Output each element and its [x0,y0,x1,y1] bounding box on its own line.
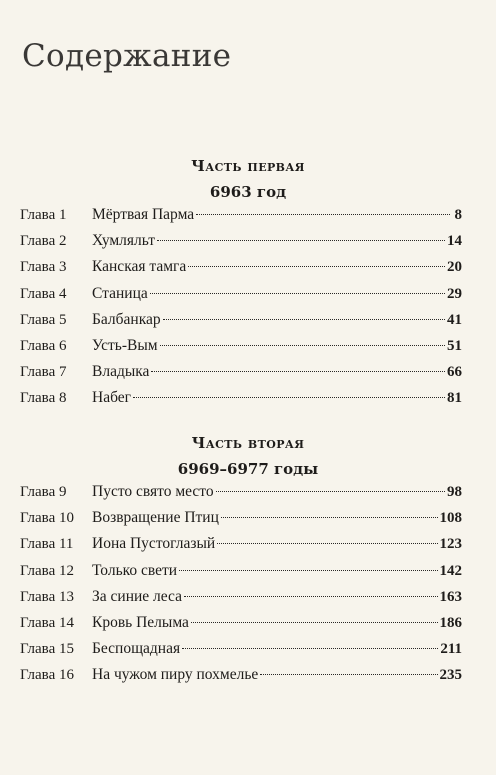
page-number: 8 [454,207,462,223]
page-number: 123 [439,536,462,553]
chapter-title: Иона Пустоглазый [92,535,216,553]
part-heading-1 [0,157,496,201]
page-number: 186 [439,614,462,631]
chapter-label: Глава 2 [20,233,67,250]
chapter-label: Глава 4 [20,285,67,302]
dot-leader [191,622,438,623]
chapter-label: Глава 12 [20,562,74,579]
chapter-title: Балбанкар [92,310,161,328]
toc-entry[interactable] [20,479,462,505]
chapter-label: Глава 5 [20,311,67,328]
page-number: 98 [447,484,462,500]
chapter-title: Мёртвая Парма [92,206,195,223]
dot-leader [133,397,445,398]
page-number: 235 [439,667,462,684]
toc-entry[interactable] [20,359,462,385]
part-heading-2 [0,434,496,478]
toc-entry[interactable] [20,610,462,636]
chapter-label: Глава 9 [20,484,67,500]
dot-leader [163,319,445,320]
page-number: 108 [439,510,462,527]
chapter-label: Глава 8 [20,390,67,407]
toc-entry[interactable] [20,558,462,584]
toc-entry[interactable] [20,333,462,359]
chapter-title: Возвращение Птиц [92,509,219,527]
chapter-title: Владыка [92,363,150,381]
chapter-label: Глава 11 [20,536,74,553]
toc-entry[interactable] [20,531,462,557]
chapter-title: Хумляльт [92,232,156,250]
toc-entry[interactable] [20,385,462,411]
dot-leader [216,491,445,492]
chapter-label: Глава 1 [20,207,67,223]
toc-entry[interactable] [20,254,462,280]
chapter-label: Глава 10 [20,510,74,527]
toc-list-part-2 [20,479,462,689]
chapter-label: Глава 16 [20,667,74,684]
chapter-label: Глава 15 [20,641,74,658]
part-years: 6963 год [209,183,287,201]
toc-entry[interactable] [20,662,462,688]
toc-entry[interactable] [20,202,462,228]
page-number: 163 [439,588,462,605]
toc-entry[interactable] [20,228,462,254]
chapter-title: На чужом пиру похмелье [92,666,259,684]
chapter-label: Глава 6 [20,337,67,354]
part-name: Часть вторая [191,434,305,452]
part-years: 6969–6977 годы [177,460,319,478]
chapter-label: Глава 3 [20,259,67,276]
dot-leader [150,293,445,294]
dot-leader [260,674,437,675]
dot-leader [157,240,445,241]
page-number: 20 [447,259,462,276]
dot-leader [196,214,450,215]
dot-leader [179,570,437,571]
toc-entry[interactable] [20,584,462,610]
chapter-title: Беспощадная [92,640,181,658]
chapter-title: Только свети [92,561,178,579]
page-number: 211 [440,641,462,658]
page-number: 142 [439,562,462,579]
dot-leader [217,543,437,544]
chapter-title: Станица [92,284,148,302]
dot-leader [188,266,445,267]
toc-entry[interactable] [20,307,462,333]
page-number: 41 [447,311,462,328]
chapter-label: Глава 13 [20,588,74,605]
chapter-title: Пусто свято место [92,483,214,500]
dot-leader [160,345,445,346]
toc-list-part-1 [20,202,462,412]
page-number: 29 [447,285,462,302]
chapter-title: Канская тамга [92,258,187,276]
chapter-title: Кровь Пелыма [92,613,189,631]
part-name: Часть первая [191,157,305,175]
page-number: 14 [447,233,462,250]
page-number: 51 [447,337,462,354]
chapter-title: Набег [92,389,131,407]
dot-leader [184,596,438,597]
page-title: Содержание [22,38,232,74]
dot-leader [182,648,438,649]
chapter-title: За синие леса [92,587,182,605]
chapter-label: Глава 7 [20,364,67,381]
dot-leader [151,371,445,372]
toc-entry[interactable] [20,636,462,662]
chapter-title: Усть-Вым [92,336,158,354]
chapter-label: Глава 14 [20,614,74,631]
toc-entry[interactable] [20,281,462,307]
toc-entry[interactable] [20,505,462,531]
page-number: 81 [447,390,462,407]
page-number: 66 [447,364,462,381]
dot-leader [221,517,438,518]
